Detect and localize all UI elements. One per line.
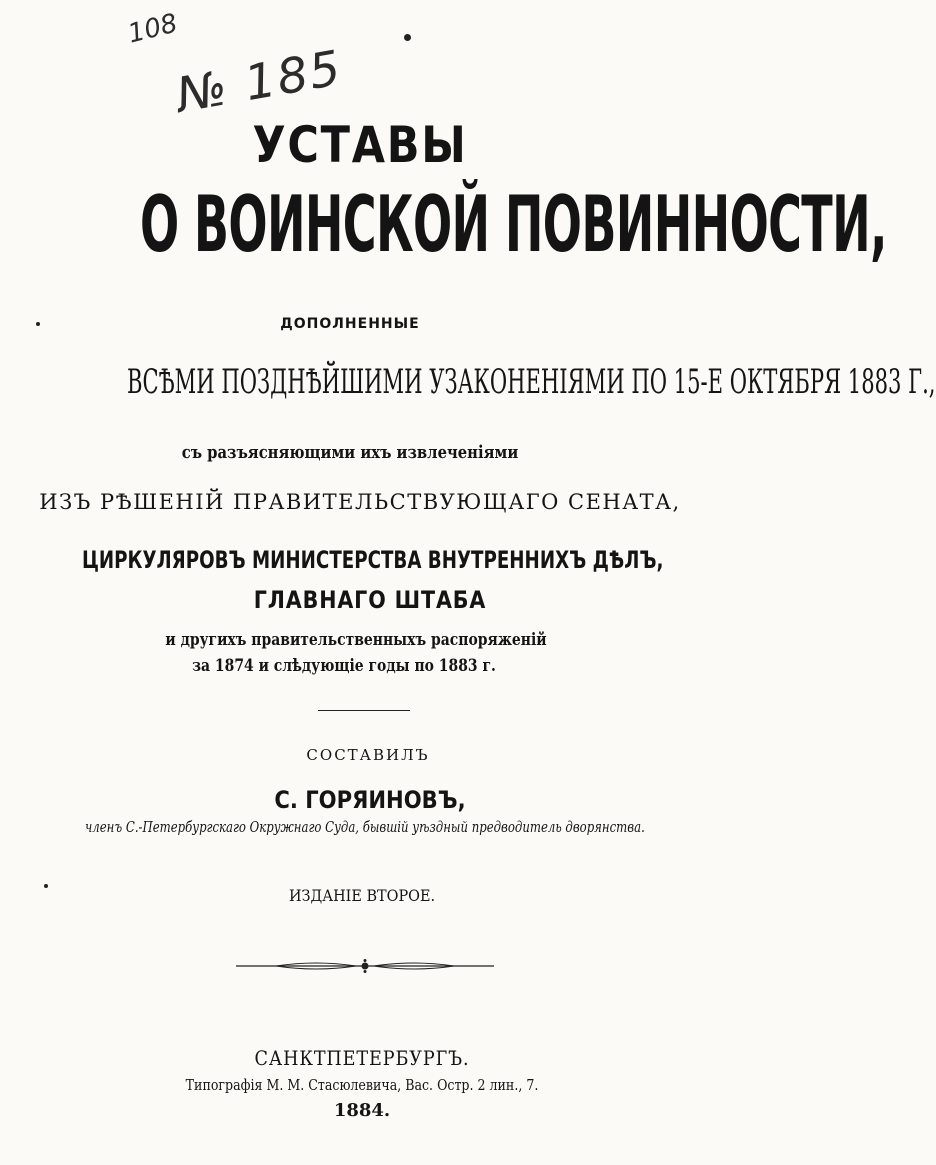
subtitle-ministry-circulars: ЦИРКУЛЯРОВЪ МИНИСТЕРСТВА ВНУТРЕННИХЪ ДѢЛЪ, bbox=[82, 546, 664, 574]
subtitle-other-orders: и другихъ правительственныхъ распоряженій bbox=[165, 630, 547, 650]
handwritten-number-top: 108 bbox=[125, 8, 181, 50]
imprint-year: 1884. bbox=[333, 1100, 391, 1121]
subtitle-latest-laws: ВСѢМИ ПОЗДНѢЙШИМИ УЗАКОНЕНІЯМИ ПО 15-Е ОКТЯБРЯ 1883 Г., bbox=[127, 362, 936, 402]
handwritten-shelf-mark: № 185 bbox=[172, 39, 347, 125]
subtitle-general-staff: ГЛАВНАГО ШТАБА bbox=[253, 586, 487, 614]
imprint-city: САНКТПЕТЕРБУРГЪ. bbox=[254, 1046, 470, 1070]
author-name: С. ГОРЯИНОВЪ, bbox=[274, 786, 466, 814]
imprint-printer: Типографія М. М. Стасюлевича, Вас. Остр. 2 лин., 7. bbox=[185, 1076, 539, 1094]
divider-rule bbox=[318, 710, 410, 711]
title-line-2: О ВОИНСКОЙ ПОВИННОСТИ, bbox=[140, 178, 887, 270]
ornamental-divider bbox=[236, 958, 494, 974]
ink-speck bbox=[404, 34, 411, 41]
subtitle-supplemented: ДОПОЛНЕННЫЕ bbox=[280, 316, 420, 332]
subtitle-senate-decisions: ИЗЪ РѢШЕНІЙ ПРАВИТЕЛЬСТВУЮЩАГО СЕНАТА, bbox=[39, 490, 681, 514]
title-line-1: УСТАВЫ bbox=[252, 116, 468, 174]
subtitle-with-extracts: съ разъясняющими ихъ извлеченіями bbox=[181, 442, 519, 463]
edition-note: ИЗДАНІЕ ВТОРОЕ. bbox=[288, 886, 436, 905]
compiled-by-label: СОСТАВИЛЪ bbox=[306, 746, 430, 764]
subtitle-years: за 1874 и слѣдующіе годы по 1883 г. bbox=[192, 656, 496, 676]
author-position: членъ С.-Петербургскаго Окружнаго Суда, бывшій уѣздный предводитель дворянства. bbox=[85, 818, 645, 836]
